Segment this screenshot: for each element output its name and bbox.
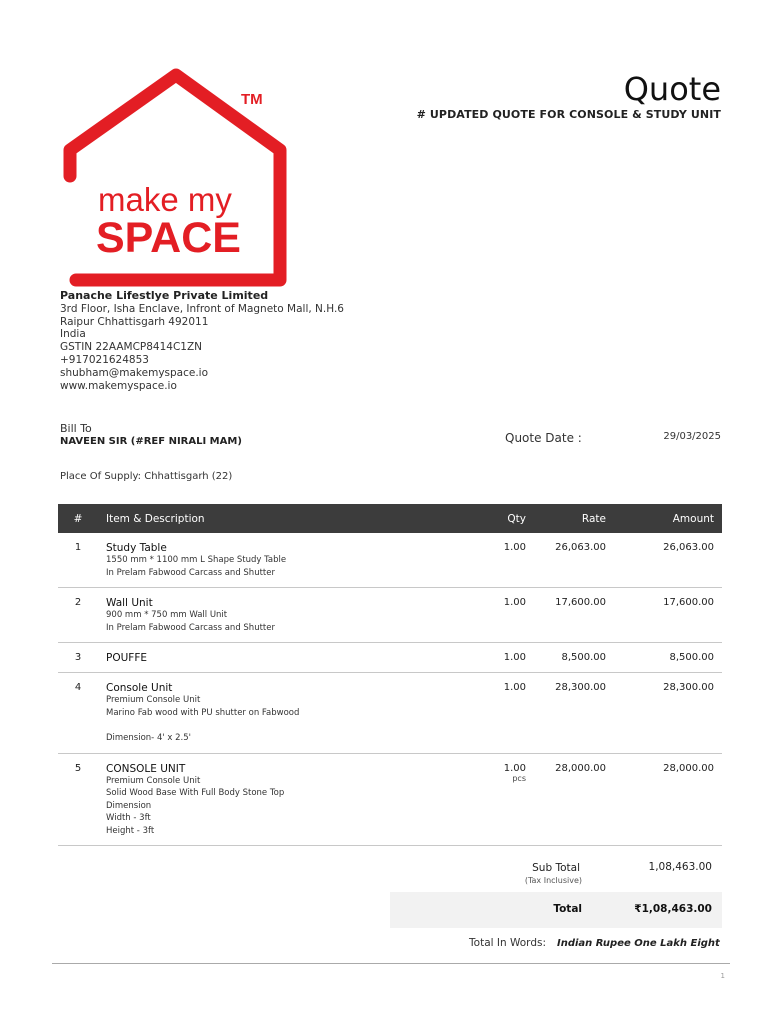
row-number: 5 [58, 753, 98, 846]
footer-divider [52, 963, 730, 964]
item-description-line: Dimension [106, 800, 152, 811]
row-number: 4 [58, 673, 98, 754]
company-country: India [60, 328, 86, 341]
table-row [58, 753, 722, 846]
row-rate: 28,300.00 [534, 673, 614, 754]
company-gstin: GSTIN 22AAMCP8414C1ZN [60, 341, 203, 354]
table-body [58, 533, 722, 846]
subtotal-value: 1,08,463.00 [648, 861, 712, 873]
row-rate: 26,063.00 [534, 533, 614, 588]
item-title: CONSOLE UNIT [106, 762, 186, 775]
item-title: Study Table [106, 542, 167, 554]
item-description-line: In Prelam Fabwood Carcass and Shutter [106, 622, 275, 633]
page-number: 1 [720, 972, 725, 980]
row-number: 1 [58, 533, 98, 588]
qty-value: 1.00 [503, 762, 526, 774]
subtotal-note: (Tax Inclusive) [524, 876, 582, 885]
item-description-line: Premium Console Unit [106, 775, 201, 786]
logo-line1: make my [98, 181, 232, 218]
quote-date-label: Quote Date : [505, 431, 582, 445]
bill-to-label: Bill To [60, 422, 92, 435]
table-row [58, 533, 722, 588]
company-name: Panache Lifestlye Private Limited [60, 289, 269, 302]
row-description [98, 673, 468, 754]
row-qty [468, 533, 534, 588]
total-in-words-value: Indian Rupee One Lakh Eight [557, 938, 720, 949]
row-description [98, 533, 468, 588]
company-website: www.makemyspace.io [60, 379, 177, 392]
header-num: # [73, 512, 83, 525]
qty-value: 1.00 [503, 597, 526, 608]
logo-line2: SPACE [96, 214, 241, 262]
row-amount: 28,300.00 [614, 673, 722, 754]
items-table [58, 504, 722, 846]
row-qty [468, 643, 534, 673]
item-description-line: Solid Wood Base With Full Body Stone Top [106, 788, 285, 798]
row-description [98, 643, 468, 673]
row-number: 2 [58, 588, 98, 643]
item-description-line: Premium Console Unit [106, 695, 201, 705]
header-rate: Rate [581, 512, 606, 525]
place-of-supply: Place Of Supply: Chhattisgarh (22) [60, 471, 233, 482]
item-title: POUFFE [106, 652, 147, 664]
quote-date-value: 29/03/2025 [663, 431, 721, 442]
company-address-line1: 3rd Floor, Isha Enclave, Infront of Magneto Mall, N.H.6 [60, 302, 344, 315]
company-address-block [60, 290, 344, 392]
company-address-line2: Raipur Chhattisgarh 492011 [60, 315, 209, 328]
make-my-space-logo [58, 66, 290, 292]
item-description-line: Dimension- 4' x 2.5' [106, 733, 191, 743]
header-amount: Amount [672, 512, 714, 525]
item-title: Wall Unit [106, 597, 153, 609]
total-value: ₹1,08,463.00 [634, 903, 712, 915]
row-qty [468, 753, 534, 846]
item-description-line: 1550 mm * 1100 mm L Shape Study Table [106, 555, 287, 565]
total-in-words-label: Total In Words: [469, 937, 546, 949]
row-amount: 28,000.00 [614, 753, 722, 846]
row-rate: 17,600.00 [534, 588, 614, 643]
header-qty: Qty [507, 512, 526, 525]
document-title: Quote [623, 70, 721, 108]
row-rate: 28,000.00 [534, 753, 614, 846]
row-qty [468, 673, 534, 754]
subtotal-label: Sub Total [532, 862, 580, 874]
row-amount: 8,500.00 [614, 643, 722, 673]
logo-tm: TM [241, 91, 263, 108]
item-description-line: In Prelam Fabwood Carcass and Shutter [106, 567, 275, 578]
row-amount: 26,063.00 [614, 533, 722, 588]
qty-value: 1.00 [503, 652, 526, 663]
company-phone: +917021624853 [60, 353, 149, 366]
qty-value: 1.00 [503, 542, 526, 553]
row-description [98, 753, 468, 846]
item-description-line: Height - 3ft [106, 825, 155, 836]
document-subtitle: # UPDATED QUOTE FOR CONSOLE & STUDY UNIT [416, 108, 721, 121]
table-row [58, 673, 722, 754]
row-number: 3 [58, 643, 98, 673]
total-label: Total [553, 903, 582, 915]
bill-to-name: NAVEEN SIR (#REF NIRALI MAM) [60, 436, 242, 447]
row-rate: 8,500.00 [534, 643, 614, 673]
qty-value: 1.00 [503, 682, 526, 693]
row-qty [468, 588, 534, 643]
item-title: Console Unit [106, 682, 173, 694]
header-description: Item & Description [106, 512, 205, 525]
item-description-line: Width - 3ft [106, 813, 151, 823]
row-amount: 17,600.00 [614, 588, 722, 643]
table-header-row [58, 504, 722, 533]
company-email: shubham@makemyspace.io [60, 366, 209, 379]
item-description-line: 900 mm * 750 mm Wall Unit [106, 610, 228, 620]
item-description-line: Marino Fab wood with PU shutter on Fabwood [106, 707, 300, 718]
table-row [58, 588, 722, 643]
qty-unit: pcs [512, 773, 526, 783]
table-row [58, 643, 722, 673]
item-description-line [106, 719, 460, 732]
row-description [98, 588, 468, 643]
